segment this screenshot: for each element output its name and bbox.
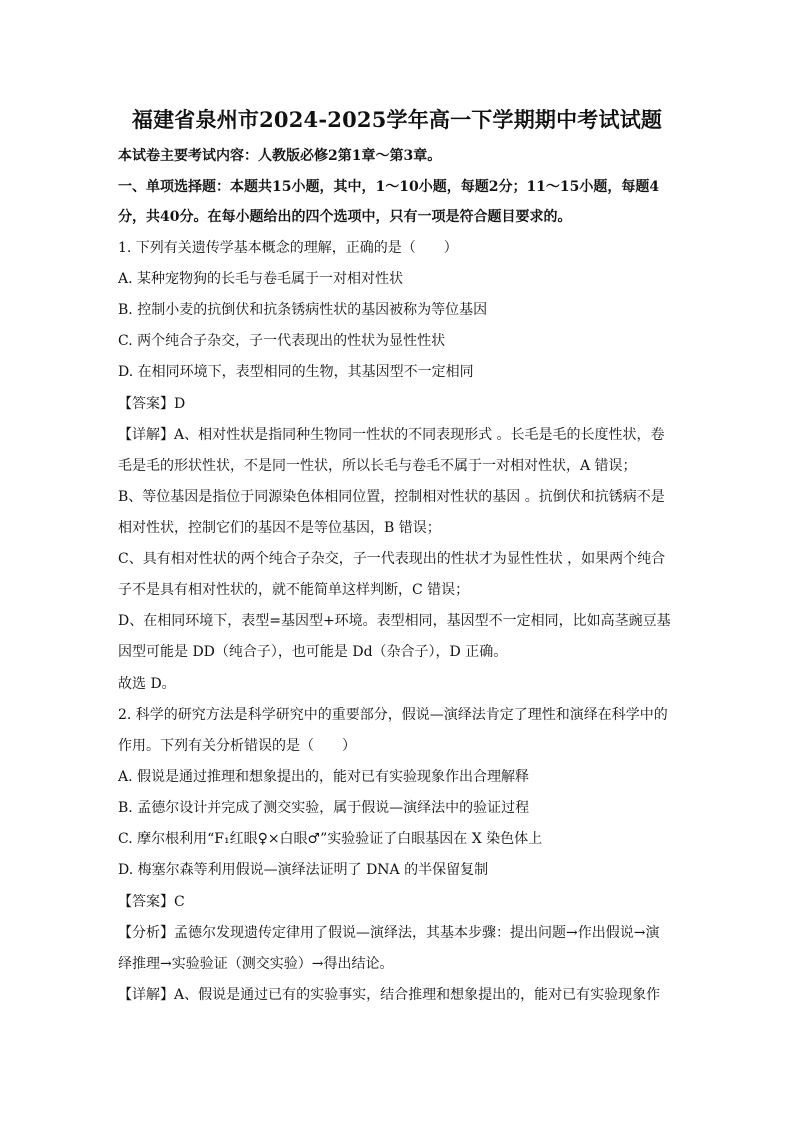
exam-scope: 本试卷主要考试内容：人教版必修2第1章～第3章。	[118, 148, 442, 164]
question-2-stem-line: 2. 科学的研究方法是科学研究中的重要部分，假说—演绎法肯定了理性和演绎在科学中的	[118, 707, 668, 723]
question-1-conclusion: 故选 D。	[118, 676, 176, 692]
question-1-detail-line: 子不是具有相对性状的，就不能简单这样判断，C 错误；	[118, 582, 470, 598]
page-title: 福建省泉州市2024-2025学年高一下学期期中考试试题	[131, 107, 663, 132]
question-2-option-a: A. 假说是通过推理和想象提出的，能对已有实验现象作出合理解释	[118, 769, 530, 785]
question-1-detail-line: D、在相同环境下，表型=基因型+环境。表型相同，基因型不一定相同，比如高茎豌豆基	[118, 613, 671, 629]
question-2-option-b: B. 孟德尔设计并完成了测交实验，属于假说—演绎法中的验证过程	[118, 800, 530, 816]
question-1-answer: 【答案】D	[118, 396, 186, 412]
section-heading-line-2: 分，共40分。在每小题给出的四个选项中，只有一项是符合题目要求的。	[118, 209, 572, 225]
question-1-detail-line: B、等位基因是指位于同源染色体相同位置，控制相对性状的基因 。抗倒伏和抗锈病不是	[118, 489, 665, 505]
question-1-stem: 1. 下列有关遗传学基本概念的理解，正确的是（ ）	[118, 240, 458, 256]
question-2-analysis-line: 绎推理→实验验证（测交实验）→得出结论。	[118, 956, 394, 972]
question-1-option-b: B. 控制小麦的抗倒伏和抗条锈病性状的基因被称为等位基因	[118, 302, 488, 318]
question-2-option-c: C. 摩尔根利用“F₁红眼♀×白眼♂”实验验证了白眼基因在 X 染色体上	[118, 831, 543, 847]
question-1-option-c: C. 两个纯合子杂交，子一代表现出的性状为显性性状	[118, 333, 446, 349]
question-1-option-d: D. 在相同环境下，表型相同的生物，其基因型不一定相同	[118, 364, 474, 380]
section-heading-line-1: 一、单项选择题：本题共15小题，其中，1～10小题，每题2分；11～15小题，每题4	[118, 179, 660, 195]
question-2-detail-line: 【详解】A、假说是通过已有的实验事实，结合推理和想象提出的，能对已有实验现象作	[118, 987, 661, 1003]
question-2-stem-line: 作用。下列有关分析错误的是（ ）	[118, 738, 356, 754]
question-2-answer: 【答案】C	[118, 894, 185, 910]
question-1-option-a: A. 某种宠物狗的长毛与卷毛属于一对相对性状	[118, 271, 404, 287]
question-1-detail-line: 【详解】A、相对性状是指同种生物同一性状的不同表现形式 。长毛是毛的长度性状，卷	[118, 427, 665, 443]
question-1-detail-line: 毛是毛的形状性状，不是同一性状，所以长毛与卷毛不属于一对相对性状，A 错误；	[118, 458, 637, 474]
question-1-detail-line: 相对性状，控制它们的基因不是等位基因，B 错误；	[118, 520, 441, 536]
question-1-detail-line: 因型可能是 DD（纯合子），也可能是 Dd（杂合子），D 正确。	[118, 644, 508, 660]
question-2-option-d: D. 梅塞尔森等利用假说—演绎法证明了 DNA 的半保留复制	[118, 862, 489, 878]
question-1-detail-line: C、具有相对性状的两个纯合子杂交，子一代表现出的性状才为显性性状 ，如果两个纯合	[118, 551, 666, 567]
question-2-analysis-line: 【分析】孟德尔发现遗传定律用了假说—演绎法，其基本步骤：提出问题→作出假说→演	[118, 925, 660, 941]
